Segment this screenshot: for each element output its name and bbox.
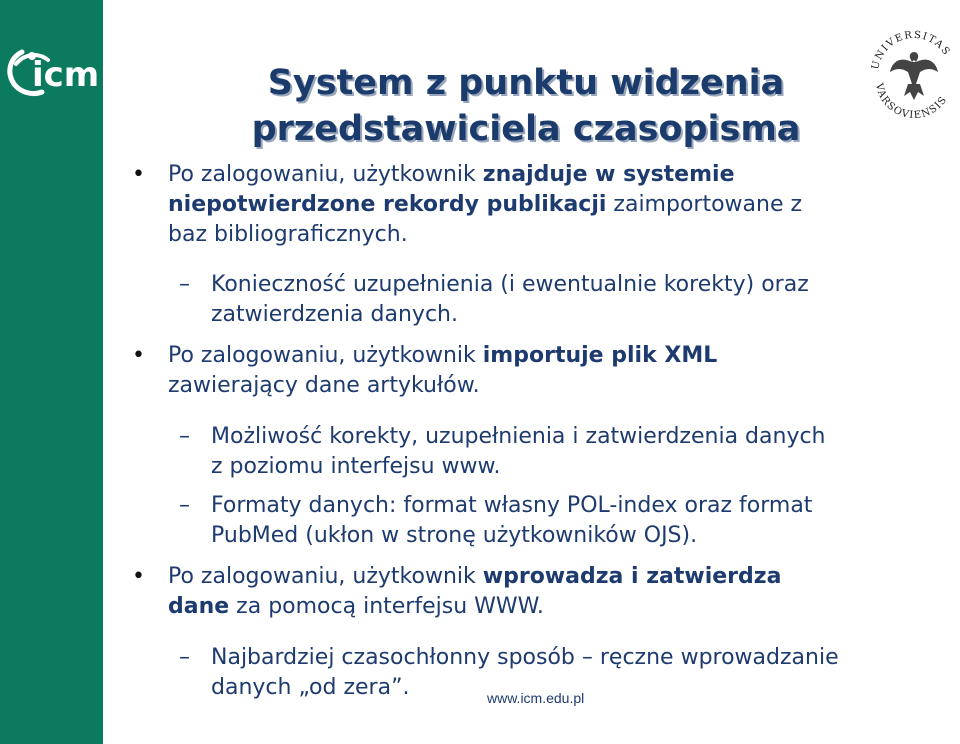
item-text-bold: niepotwierdzone rekordy publikacji	[168, 192, 607, 217]
list-item	[132, 341, 868, 401]
item-text-bold: wprowadza i zatwierdza	[482, 564, 782, 589]
bullet-icon: •	[132, 162, 145, 187]
item-text: Konieczność uzupełnienia (i ewentualnie korekty) oraz zatwierdzenia danych.	[211, 272, 809, 327]
dash-icon: –	[179, 272, 190, 297]
bullet-icon: •	[132, 564, 145, 589]
footer-url-link[interactable]: www.icm.edu.pl	[487, 690, 585, 706]
dash-icon: –	[179, 645, 190, 670]
item-text: Możliwość korekty, uzupełnienia i zatwierdzenia danych z poziomu interfejsu www.	[211, 424, 826, 479]
list-item	[132, 160, 868, 250]
list-item	[132, 562, 868, 622]
item-text: Po zalogowaniu, użytkownik	[168, 564, 483, 589]
list-subitem	[179, 422, 911, 482]
item-text: Formaty danych: format własny POL-index oraz format PubMed (ukłon w stronę użytkowników OJS).	[211, 493, 813, 548]
list-subitem	[179, 491, 911, 551]
dash-icon: –	[179, 424, 190, 449]
item-text: Po zalogowaniu, użytkownik	[168, 162, 483, 187]
university-logo-top-text: UNIVERSITAS	[870, 29, 953, 71]
item-text: zawierający dane artykułów.	[168, 373, 480, 398]
slide-title-line-1: System z punktu widzenia	[267, 63, 785, 103]
item-text-bold: dane	[168, 594, 230, 619]
item-text: za pomocą interfejsu WWW.	[229, 594, 544, 619]
item-text: zaimportowane z baz bibliograficznych.	[168, 192, 803, 247]
icm-logo-text: icm	[32, 55, 100, 95]
university-logo-bottom-text: VARSOVIENSIS	[873, 82, 950, 122]
list-subitem	[179, 270, 911, 330]
slide-title-line-2: przedstawiciela czasopisma	[251, 109, 801, 149]
item-text: Najbardziej czasochłonny sposób – ręczne wprowadzanie danych „od zera”.	[211, 645, 839, 700]
dash-icon: –	[179, 493, 190, 518]
bullet-icon: •	[132, 343, 145, 368]
item-text: Po zalogowaniu, użytkownik	[168, 343, 483, 368]
item-text-bold: importuje plik XML	[482, 343, 718, 368]
item-text-bold: znajduje w systemie	[482, 162, 735, 187]
